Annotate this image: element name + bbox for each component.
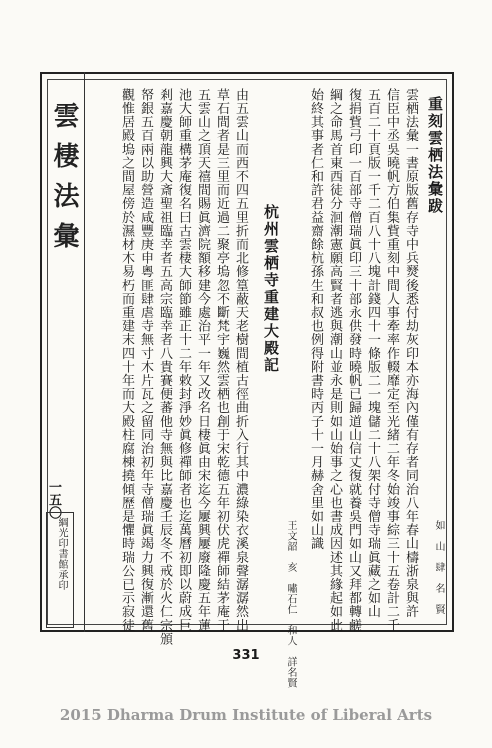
author-line: 如 山 肆 名 賢 xyxy=(433,520,444,615)
section-line: 草石間者是三里而近過二聚亭塢忽不斷梵宇巍然雲栖也創于宋乾德五年初伏虎禪師結茅庵于 xyxy=(214,88,229,632)
spine-title: 雲棲法彙 xyxy=(49,102,79,262)
body-line: 雲栖法彙一書原版舊存寺中兵燹後悉付劫灰印本亦海內僅有存者同治八年春山檮浙泉與許 xyxy=(403,88,418,619)
printer-stamp-box xyxy=(46,512,74,628)
watermark: 2015 Dharma Drum Institute of Liberal Arts xyxy=(59,706,433,724)
body-line: 綱之命馬首東西徒分洄潮憲願高賢者逃與潮山並永是則如山始事之心也書成因述其緣起如此 xyxy=(327,88,342,632)
signature-block: 王文韶 亥 嘯石仁 和人 詳名賢 xyxy=(285,520,296,688)
section-line: 五雲山之頂天禧間賜眞濟院額移建今處治平一年又改名日棲眞由宋迄今屢興屢廢隆慶五年蓮 xyxy=(195,88,210,632)
section-title: 杭州雲栖寺重建大殿記 xyxy=(262,204,280,374)
volume-mark: 一五〇 xyxy=(46,480,61,519)
body-line: 復捐貲弓印一百部寺僧瑞眞印三十部永供發時曉帆已歸道山信丈復就養吳門如山又拜都轉鹺 xyxy=(346,88,361,632)
section-line: 觀惟居殿塢之間屋傍於濕材木易朽而重建末四十年而大殿柱腐棟撓傾歷是懼時瑞公已示寂徒 xyxy=(119,88,134,632)
body-line: 始終其事者仁和許君益齋餘杭孫生和叔也例得附書時丙子十一月赫舍里如山識 xyxy=(308,88,323,551)
section-line: 池大師重構茅庵復名曰古雲棲大師節雖正十二年敕封淨妙眞修禪師者也迄萬曆初即以蔚成巨 xyxy=(176,88,191,632)
body-line: 五百二十頁版一千二百八十八塊計錢四十一條版二一塊儲二十八架付寺僧寺瑞眞藏之如山 xyxy=(365,88,380,619)
body-line: 信臣中丞吳曉帆方伯集貲重刻中間人事牽率作輟靡定至光緒二年冬始竣事綜三十五卷計二千 xyxy=(384,88,399,632)
printer-stamp: 綱光印書館承印 xyxy=(56,517,67,591)
page-title: 重刻雲栖法彙跋 xyxy=(426,96,444,215)
section-line: 剎嘉慶朝龍興大斎聖祖臨幸者五高宗臨幸者八貴賽便蕃他寺無與比嘉慶壬辰冬不戒於火仁宗頒 xyxy=(157,88,172,646)
section-line: 由五雲山而西不四五里折而北修篁蔽天老樹間植古徑曲折入行其中濃綠染衣溪泉聲潺潺然出 xyxy=(233,88,248,632)
section-line: 帑銀五百兩以助營造咸豐庚申粵匪肆虐寺無寸木片瓦之留同治初年寺僧瑞眞竭力興復漸還舊 xyxy=(138,88,153,632)
page-number: 331 xyxy=(232,648,260,663)
